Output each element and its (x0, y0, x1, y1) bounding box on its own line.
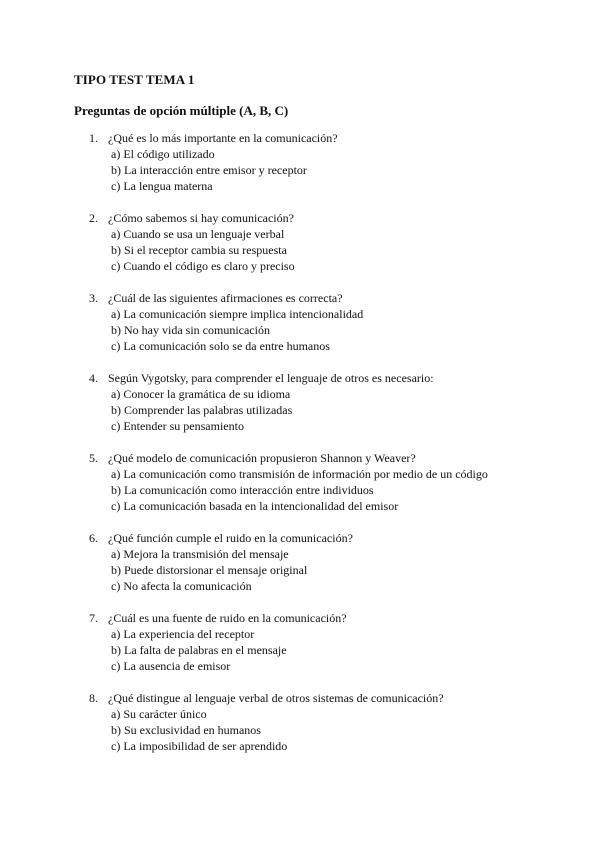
option-c: c) La lengua materna (111, 179, 213, 193)
question-stem (89, 290, 343, 306)
question-text: ¿Qué modelo de comunicación propusieron Shannon y Weaver? (108, 451, 416, 465)
option-a: a) El código utilizado (111, 147, 215, 161)
question-text: Según Vygotsky, para comprender el lenguaje de otros es necesario: (108, 371, 434, 385)
question-stem (89, 530, 353, 546)
question-number: 7. (89, 611, 98, 625)
question-stem (89, 610, 347, 626)
option-b: b) Comprender las palabras utilizadas (111, 403, 293, 417)
question-item (0, 130, 600, 210)
question-number: 5. (89, 451, 98, 465)
question-item (0, 450, 600, 530)
option-b: b) Su exclusividad en humanos (111, 723, 261, 737)
option-a: a) La comunicación siempre implica intencionalidad (111, 307, 364, 321)
document-title: TIPO TEST TEMA 1 (74, 72, 195, 87)
question-item (0, 290, 600, 370)
question-text: ¿Qué distingue al lenguaje verbal de otros sistemas de comunicación? (108, 691, 444, 705)
document-subtitle: Preguntas de opción múltiple (A, B, C) (74, 103, 289, 118)
question-item (0, 370, 600, 450)
question-text: ¿Cuál es una fuente de ruido en la comunicación? (108, 611, 347, 625)
question-list (0, 130, 600, 770)
option-b: b) Puede distorsionar el mensaje original (111, 563, 308, 577)
option-a: a) La experiencia del receptor (111, 627, 255, 641)
option-c: c) Entender su pensamiento (111, 419, 244, 433)
question-number: 4. (89, 371, 98, 385)
option-c: c) La imposibilidad de ser aprendido (111, 739, 288, 753)
question-number: 3. (89, 291, 98, 305)
question-number: 8. (89, 691, 98, 705)
question-stem (89, 450, 416, 466)
option-b: b) La comunicación como interacción entre individuos (111, 483, 374, 497)
question-number: 1. (89, 131, 98, 145)
option-b: b) Si el receptor cambia su respuesta (111, 243, 287, 257)
question-text: ¿Cuál de las siguientes afirmaciones es correcta? (108, 291, 343, 305)
question-number: 2. (89, 211, 98, 225)
option-a: a) Conocer la gramática de su idioma (111, 387, 291, 401)
question-stem (89, 370, 434, 386)
option-a: a) Su carácter único (111, 707, 207, 721)
question-item (0, 530, 600, 610)
option-a: a) La comunicación como transmisión de información por medio de un código (111, 467, 488, 481)
question-item (0, 210, 600, 290)
option-c: c) La comunicación solo se da entre humanos (111, 339, 330, 353)
option-b: b) No hay vida sin comunicación (111, 323, 270, 337)
question-item (0, 610, 600, 690)
option-a: a) Cuando se usa un lenguaje verbal (111, 227, 285, 241)
option-b: b) La interacción entre emisor y receptor (111, 163, 307, 177)
option-b: b) La falta de palabras en el mensaje (111, 643, 287, 657)
question-text: ¿Qué es lo más importante en la comunicación? (108, 131, 338, 145)
question-text: ¿Qué función cumple el ruido en la comunicación? (108, 531, 353, 545)
option-a: a) Mejora la transmisión del mensaje (111, 547, 289, 561)
question-stem (89, 130, 338, 146)
question-item (0, 690, 600, 770)
option-c: c) No afecta la comunicación (111, 579, 252, 593)
option-c: c) Cuando el código es claro y preciso (111, 259, 295, 273)
option-c: c) La ausencia de emisor (111, 659, 231, 673)
question-stem (89, 210, 294, 226)
question-text: ¿Cómo sabemos si hay comunicación? (108, 211, 294, 225)
option-c: c) La comunicación basada en la intencionalidad del emisor (111, 499, 399, 513)
question-stem (89, 690, 444, 706)
question-number: 6. (89, 531, 98, 545)
